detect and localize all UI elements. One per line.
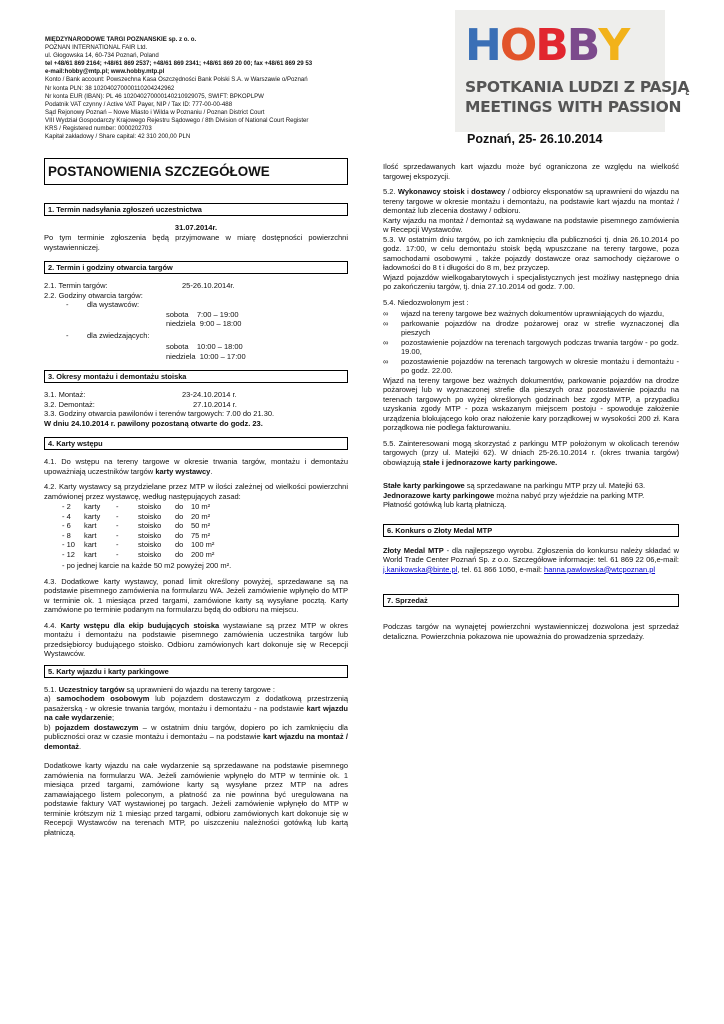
dash: - (66, 330, 69, 340)
card-cell: - (116, 530, 119, 540)
card-cell: stoisko (138, 511, 162, 521)
list-item-text: parkowanie pojazdów na drodze pożarowej oraz w strefie wyznaczonej dla pieszych (401, 318, 679, 337)
section-heading: 4. Karty wstępu (44, 437, 348, 450)
text-span: są sprzedawane na parkingu MTP przy ul. Matejki 63. (464, 481, 646, 490)
card-cell: stoisko (138, 549, 162, 559)
company-email: e-mail:hobby@mtp.pl; www.hobby.mtp.pl (45, 68, 165, 76)
bold-text: stałe i jednorazowe karty parkingowe. (422, 457, 558, 467)
paragraph: Wjazd na tereny targowe bez ważnych dokumentów, parkowanie pojazdów na drodze pożarowej lub w wyznaczonej strefie dla pieszych oraz pozostawienie pojazdu na terenach targowych po wyżej określonych godzinach bez zgody MTP, a przypadku uzyskania zgody MTP - poza wskazanym miejscem postoju - spowoduje założenie urządzenia blokującego koło oraz nałożenie kary porządkowej w wysokości 200 zł. Kara porządkowa nie podlega fakturowaniu. (383, 375, 679, 432)
text-span: lub pojazdem dostawczym z dodatkową przestrzenią pasażerską - w okresie trwania targów, montażu i demontażu - na podstawie (44, 694, 348, 713)
paragraph: Podczas targów na wynajętej powierzchni wystawienniczej dozwolona jest sprzedaż detaliczna. Powierzchnia pokazowa nie upoważnia do prowadzenia sprzedaży. (383, 622, 679, 641)
list-item (383, 357, 679, 376)
row-label: dla wystawców: (87, 300, 140, 309)
row-value: 27.10.2014 r. (193, 399, 237, 409)
card-cell: stoisko (138, 540, 162, 549)
card-cell: stoisko (138, 502, 162, 511)
card-cell: do (175, 549, 184, 559)
paragraph: 5.4. Niedozwolonym jest : (383, 297, 469, 307)
paragraph: Dodatkowe karty wjazdu na całe wydarzenie są sprzedawane na podstawie pisemnego zamówienia na formularzu WA. Jeżeli zamówienie wpłynęło do MTP w terminie ok. 1 miesiąca przed targami, zamówione karty są wysyłane przez MTP na adres zamawiającego listem poleconym, a płatność za nie powinna być uregulowana na podstawie faktury VAT wystawionej po targach. Jeżeli zamówienie wpłynęło do MTP w terminie krótszym niż 1 miesiąc przed targami, odbioru zamówionych kart dokonuje się w Recepcji Wystawców na terenach MTP, po uiszczeniu należności gotówką lub kartą płatniczą. (44, 761, 348, 837)
logo-wordmark (465, 20, 629, 71)
card-cell: 50 m² (191, 521, 211, 530)
card-cell: - 12 (62, 549, 75, 559)
row-label: dla zwiedzających: (87, 330, 150, 340)
text-span: 4.4. (44, 620, 61, 630)
row-value: 23-24.10.2014 r. (182, 390, 237, 399)
text-span: 5.1. (44, 684, 59, 694)
card-cell: 75 m² (191, 530, 211, 540)
cards-table (44, 502, 348, 559)
card-cell: - 10 (62, 540, 75, 549)
card-row (44, 521, 348, 531)
card-row (44, 531, 348, 541)
bold-text: pojazdem dostawczym (54, 722, 139, 732)
bold-text: Złoty Medal MTP (383, 545, 444, 555)
card-row (44, 502, 348, 512)
card-cell: - (116, 540, 119, 549)
assembly-list (44, 390, 348, 428)
section-heading: 5. Karty wjazdu i karty parkingowe (44, 665, 348, 678)
text-span: 4.1. Do wstępu na tereny targowe w okresie trwania targów, montażu i demontażu upoważniają uczestników targów (44, 457, 348, 476)
hobby-logo (455, 10, 690, 132)
card-cell: do (175, 511, 184, 521)
paragraph: Płatność gotówką lub kartą płatniczą. (383, 500, 507, 509)
list-item (383, 319, 679, 338)
card-cell: kart (84, 530, 97, 540)
paragraph: Wjazd pojazdów wielkogabarytowych i specjalistycznych jest możliwy następnego dnia po zakończeniu targów, tj. dnia 27.10.2014 od godz. 7.00. (383, 272, 679, 291)
card-row (44, 540, 348, 550)
account-pln: Nr konta PLN: 38 102040270000110204242962 (45, 84, 175, 92)
text-span: a) (44, 694, 57, 703)
logo-subtitle-pl: SPOTKANIA LUDZI Z PASJĄ (465, 78, 690, 96)
paragraph (44, 621, 348, 659)
logo-subtitle-en: MEETINGS WITH PASSION (465, 98, 682, 116)
bold-text: Wykonawcy stoisk (397, 187, 465, 196)
row-value: sobota 7:00 – 19:00 (166, 309, 239, 319)
court-info: Sąd Rejonowy Poznań – Nowe Miasto i Wilda w Poznaniu / Poznan District Court (45, 108, 265, 116)
email-link-pawlowska[interactable]: hanna.pawlowska@wtcpoznan.pl (544, 564, 656, 574)
card-row (44, 550, 348, 560)
bold-text: kart wjazdu na montaż / demontaż (44, 732, 348, 751)
logo-letter: H (465, 20, 500, 71)
card-cell: - 2 (62, 502, 71, 511)
logo-letter: B (535, 20, 567, 71)
row-value: 25-26.10.2014r. (182, 281, 235, 290)
row-value: sobota 10:00 – 18:00 (166, 342, 243, 351)
dash: - (66, 300, 69, 309)
row-label: 3.3. Godziny otwarcia pawilonów i terenów targowych: 7.00 do 21.30. (44, 409, 275, 418)
paragraph (44, 685, 348, 752)
card-cell: 200 m² (191, 549, 215, 559)
company-address: ul. Głogowska 14, 60-734 Poznań, Poland (45, 52, 159, 60)
paragraph: Ilość sprzedawanych kart wjazdu może być ograniczona ze względu na wielkość targowej ekspozycji. (383, 162, 679, 181)
paragraph (383, 481, 679, 491)
card-cell: - (116, 549, 119, 559)
email-link-kanikowska[interactable]: j.kanikowska@binte.pl (383, 564, 458, 574)
court-division: VIII Wydział Gospodarczy Krajowego Rejestru Sądowego / 8th Division of National Court Register (45, 116, 309, 124)
row-label: 2.1. Termin targów: (44, 281, 108, 290)
paragraph: Po tym terminie zgłoszenia będą przyjmowane w miarę dostępności powierzchni wystawienniczej. (44, 233, 348, 252)
account-eur: Nr konta EUR (IBAN): PL 46 102040270000140210929075, SWIFT: BPKOPLPW (45, 92, 264, 100)
section-heading: 2. Termin i godziny otwarcia targów (44, 261, 348, 274)
card-cell: karty (84, 511, 101, 521)
list-item-text: pozostawienie pojazdów na terenach targowych w okresie montażu i demontażu - po godz. 22.00. (401, 356, 679, 375)
paragraph: 5.3. W ostatnim dniu targów, po ich zamknięciu dla publiczności tj. dnia 26.10.2014 po godz. 17:00, w celu demontażu stoisk będą wpuszczane na tereny targowe, poza samochodami osobowymi , także pojazdy dostawcze oraz samochody ciężarowe o ładowności do 8 t i długości do 8 m, bez przyczep. (383, 234, 679, 272)
row-label: 3.1. Montaż: (44, 390, 86, 399)
row-value: niedziela 9:00 – 18:00 (166, 319, 242, 328)
logo-letter: B (566, 20, 599, 71)
deadline-date: 31.07.2014r. (174, 223, 218, 232)
card-cell: kart (84, 540, 97, 549)
section-heading: 6. Konkurs o Złoty Medal MTP (383, 524, 679, 537)
list-item-text: pozostawienie pojazdów na terenach targowych podczas trwania targów - po godz. 19.00, (401, 337, 679, 356)
bold-text: Stałe karty parkingowe (383, 481, 465, 490)
page-title: POSTANOWIENIA SZCZEGÓŁOWE (44, 158, 348, 185)
vat-info: Podatnik VAT czynny / Active VAT Payer, NIP / Tax ID: 777-00-00-488 (45, 100, 233, 108)
card-cell: kart (84, 549, 97, 559)
text-span: - dla najlepszego wyrobu. Zgłoszenia do konkursu należy składać w World Trade Center Poznań Sp. z o.o. Szczegółowe informacje: tel. 61 869 22 06,e-mail: (383, 545, 679, 564)
card-cell: - (116, 502, 119, 511)
text-span: . (79, 741, 82, 751)
bold-text: Jednorazowe karty parkingowe (383, 490, 495, 500)
section-heading: 7. Sprzedaż (383, 594, 679, 607)
text-span: wystawiane są przez MTP w okres montażu i demontażu na podstawie pisemnego zamówienia uczestnika targów lub przedsiębiorcy budującego stoisko. Odbioru zamówionych kart dokonuje się w Recepcji Wystawców. (44, 620, 348, 658)
bold-text: karty wystawcy (155, 466, 211, 476)
company-phones: tel +48/61 869 2164; +48/61 869 2537; +48/61 869 2341; +48/61 869 20 00; fax +48/61 869 29 53 (45, 60, 313, 68)
list-item-text: wjazd na tereny targowe bez ważnych dokumentów uprawniających do wjazdu, (401, 309, 665, 318)
bullet-icon: ∞ (383, 309, 389, 318)
bold-text: samochodem osobowym (56, 694, 150, 703)
bold-text: Karty wstępu dla ekip budujących stoiska (60, 620, 220, 630)
row-value: niedziela 10:00 – 17:00 (166, 351, 246, 361)
text-span: ; (111, 713, 115, 722)
text-span: , tel. 61 866 1050, e-mail: (457, 564, 545, 574)
text-span: . (210, 466, 213, 476)
text-span: / odbiorcy eksponatów są uprawnieni do wjazdu na tereny targowe w okresie montażu i demontażu, na podstawie kart wjazdu na montaż / demontaż lub zlecenia dostawy / odbioru. (383, 187, 679, 215)
card-cell: - (116, 521, 119, 530)
right-column (383, 162, 679, 647)
restrictions-list (383, 309, 679, 376)
paragraph: 4.3. Dodatkowe karty wystawcy, ponad limit określony powyżej, sprzedawane są na podstawie pisemnego zamówienia na formularzu WA. Jeżeli zamówienie wpłynęło do MTP w terminie ok. 1 miesiąca przed targami, zamówione karty są wysyłane pocztą. Karty zamówione po terminie podanym na formularzu będą do odbioru na miejscu. (44, 576, 348, 614)
bullet-icon: ∞ (383, 337, 389, 347)
card-cell: do (175, 521, 184, 530)
paragraph (383, 491, 679, 501)
text-span: i (464, 187, 472, 196)
paragraph (383, 546, 679, 575)
bullet-icon: ∞ (383, 356, 389, 366)
text-span: są uprawnieni do wjazdu na tereny targowe : (124, 684, 275, 694)
left-column (44, 158, 348, 843)
list-item (383, 338, 679, 357)
event-date: Poznań, 25- 26.10.2014 (467, 132, 603, 146)
card-cell: stoisko (138, 530, 162, 540)
card-cell: 10 m² (191, 502, 211, 511)
paragraph: 4.2. Karty wystawcy są przydzielane przez MTP w ilości zależnej od wielkości powierzchni zamówionej przez wystawcę, według następujących zasad: (44, 482, 348, 501)
bold-text: kart wjazdu na całe wydarzenie (44, 703, 349, 722)
bank-account: Konto / Bank account: Powszechna Kasa Oszczędności Bank Polski S.A. w Warszawie o/Poznań (45, 76, 308, 84)
card-cell: karty (84, 502, 101, 511)
paragraph (44, 457, 348, 476)
card-cell: 100 m² (191, 540, 215, 549)
card-cell: - 6 (62, 521, 71, 530)
card-cell: stoisko (138, 521, 162, 530)
row-label: W dniu 24.10.2014 r. pawilony pozostaną otwarte do godz. 23. (44, 418, 263, 428)
text-span: 5.5. Zainteresowani mogą skorzystać z parkingu MTP położonym w okolicach terenów targowych (przy ul. Matejki 62). W dniach 25-26.10.2014 r. (okres trwania targów) obowiązują (383, 438, 679, 467)
card-cell: do (175, 540, 184, 549)
company-header (45, 36, 445, 141)
hours-list (44, 281, 348, 361)
list-item (383, 309, 679, 319)
text-span: 5.2. (383, 187, 398, 196)
row-label: 3.2. Demontaż: (44, 399, 95, 409)
text-span: można nabyć przy wjeździe na parking MTP. (494, 490, 645, 500)
share-capital: Kapitał zakładowy / Share capital: 42 310 200,00 PLN (45, 133, 191, 141)
card-cell: 20 m² (191, 511, 211, 521)
krs-number: KRS / Registered number: 0000202703 (45, 125, 152, 133)
paragraph (383, 439, 679, 468)
card-cell: - (116, 511, 119, 521)
logo-letter: Y (598, 20, 629, 71)
card-cell: - 8 (62, 530, 71, 540)
text-span: – w ostatnim dniu targów, dopiero po ich zamknięciu dla publiczności oraz w czasie montażu i demontażu – na podstawie (44, 722, 348, 741)
logo-letter: O (499, 20, 536, 71)
company-name: MIĘDZYNARODOWE TARGI POZNAŃSKIE sp. z o. o. (45, 36, 197, 43)
paragraph (383, 187, 679, 216)
card-cell: do (175, 530, 184, 540)
card-row (44, 512, 348, 522)
cards-note: - po jednej karcie na każde 50 m2 powyżej 200 m². (62, 561, 232, 570)
section-heading: 1. Termin nadsyłania zgłoszeń uczestnictwa (44, 203, 348, 216)
paragraph: Karty wjazdu na montaż / demontaż są wydawane na podstawie pisemnego zamówienia w Recepcji Wystawców. (383, 215, 679, 234)
bullet-icon: ∞ (383, 318, 389, 328)
company-name-en: POZNAŃ INTERNATIONAL FAIR Ltd. (45, 44, 148, 52)
bold-text: Uczestnicy targów (58, 684, 125, 694)
card-cell: do (175, 502, 184, 511)
row-label: 2.2. Godziny otwarcia targów: (44, 290, 143, 300)
text-span: b) (44, 722, 55, 732)
card-cell: kart (84, 521, 97, 530)
section-heading: 3. Okresy montażu i demontażu stoiska (44, 370, 348, 383)
card-cell: - 4 (62, 511, 71, 521)
bold-text: dostawcy (471, 187, 506, 196)
